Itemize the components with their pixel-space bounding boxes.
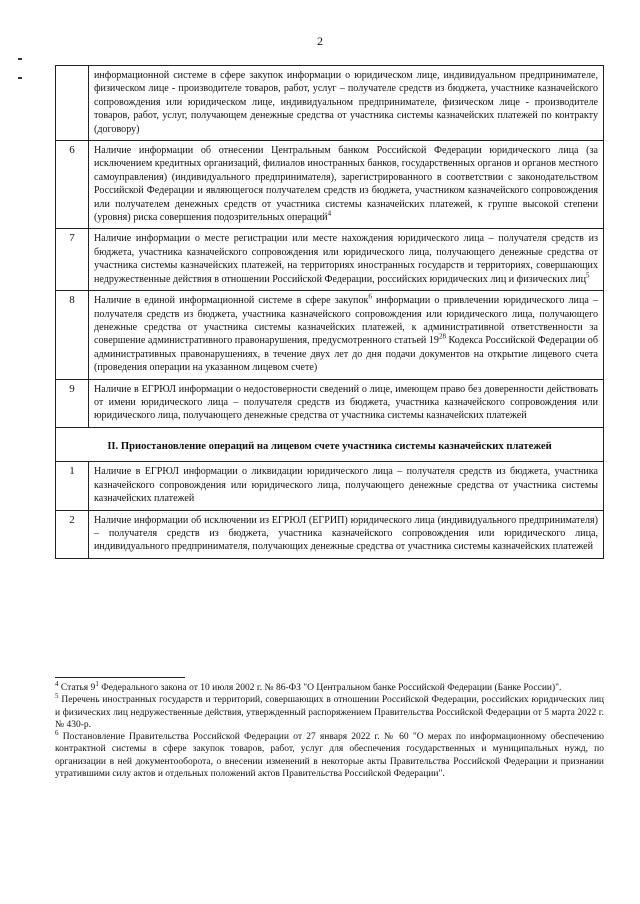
section-title: II. Приостановление операций на лицевом счете участника системы казначейских платежей	[56, 427, 604, 462]
footnote-separator	[55, 677, 185, 678]
scan-mark	[18, 58, 22, 60]
section-heading-row	[56, 427, 604, 462]
row-text: Наличие в ЕГРЮЛ информации о ликвидации юридического лица – получателя средств из бюджета, участника казначейского сопровождения или юридического лица, получающего денежные средства от участника системы казначейских платежей	[89, 462, 604, 510]
table-row	[56, 510, 604, 558]
footnote-ref: 5	[586, 271, 590, 280]
row-number: 8	[56, 291, 89, 379]
row-number: 1	[56, 462, 89, 510]
footnotes	[55, 677, 604, 780]
row-text: Наличие информации об отнесении Центральным банком Российской Федерации юридического лица (за исключением кредитных организаций, филиалов иностранных банков, государственных органов и органов местного самоуправления) (индивидуального предпринимателя), зарегистрированного в соответствии с законодательством Российской Федерации и являющегося получателем средств из бюджета, участником казначейского сопровождения или получателем денежных средств от участника системы казначейских платежей, к группе высокой степени (уровня) риска совершения подозрительных операций$^4$	[89, 141, 604, 229]
footnote-4: $^4$ Статья $9^1$ Федерального закона от 10 июля 2002 г. № 86-ФЗ "О Центральном банке Российской Федерации (Банке России)".	[55, 679, 562, 693]
row-text: информационной системе в сфере закупок информации о юридическом лице, индивидуальном предпринимателе, физическом лице - производителе товаров, работ, услуг – получателе средств из бюджета, участнике казначейского сопровождения или юридическом лице, индивидуальном предпринимателе, физическом лице - производителе товаров, работ, услуг, получающем денежные средства от участника системы казначейских платежей по контракту (договору)	[89, 66, 604, 141]
criteria-table	[55, 65, 604, 559]
table-row	[56, 462, 604, 510]
footnote-ref: 6	[368, 292, 372, 301]
row-number: 9	[56, 379, 89, 427]
table-row	[56, 291, 604, 379]
row-number: 6	[56, 141, 89, 229]
table-row	[56, 379, 604, 427]
page-number: 2	[317, 34, 323, 48]
table-row	[56, 229, 604, 291]
row-number	[56, 66, 89, 141]
row-text: Наличие в единой информационной системе в сфере закупок$^6$ информации о привлечении юридического лица – получателя средств из бюджета, участника казначейского сопровождения или юридического лица, получающего денежные средства от участника системы казначейских платежей, к административной ответственности за совершение административного правонарушения, предусмотренного статьей $19^{28}$ Кодекса Российской Федерации об административных правонарушениях, в течение двух лет до дня подачи документов на открытие лицевого счета (проведения операции на указанном лицевом счете)	[89, 291, 604, 379]
footnote-5: $^5$ Перечень иностранных государств и территорий, совершающих в отношении Российской Федерации, российских юридических лиц и физических лиц недружественные действия, утвержденный распоряжением Правительства Российской Федерации от 5 марта 2022 г. № 430-р.	[55, 692, 604, 730]
row-number: 7	[56, 229, 89, 291]
footnote-6: $^6$ Постановление Правительства Российской Федерации от 27 января 2022 г. № 60 "О мерах по информационному обеспечению контрактной системы в сфере закупок товаров, работ, услуг для обеспечения государственных и муниципальных нужд, по организации в ней документооборота, о внесении изменений в некоторые акты Правительства Российской Федерации и признании утратившими силу актов и отдельных положений актов Правительства Российской Федерации".	[55, 729, 604, 780]
scan-mark	[18, 77, 22, 79]
table-row	[56, 141, 604, 229]
article-superscript: 28	[438, 332, 446, 341]
table-row	[56, 66, 604, 141]
footnote-ref: 4	[327, 209, 332, 218]
row-text: Наличие информации о месте регистрации или месте нахождения юридического лица – получателя средств из бюджета, участника казначейского сопровождения или юридического лица, получающего денежные средства от участника системы казначейских платежей, на территориях иностранных государств и территориях, совершающих недружественные действия в отношении Российской Федерации, российских юридических лиц и физических лиц$^5$	[89, 229, 604, 291]
row-text: Наличие в ЕГРЮЛ информации о недостоверности сведений о лице, имеющем право без доверенности действовать от имени юридического лица – получателя средств из бюджета, участника казначейского сопровождения или юридического лица, получающего денежные средства от участника системы казначейских платежей	[89, 379, 604, 427]
row-text: Наличие информации об исключении из ЕГРЮЛ (ЕГРИП) юридического лица (индивидуального предпринимателя) – получателя средств из бюджета, участника казначейского сопровождения или юридического лица, индивидуального предпринимателя, получающих денежные средства от участника системы казначейских платежей	[89, 510, 604, 558]
row-number: 2	[56, 510, 89, 558]
